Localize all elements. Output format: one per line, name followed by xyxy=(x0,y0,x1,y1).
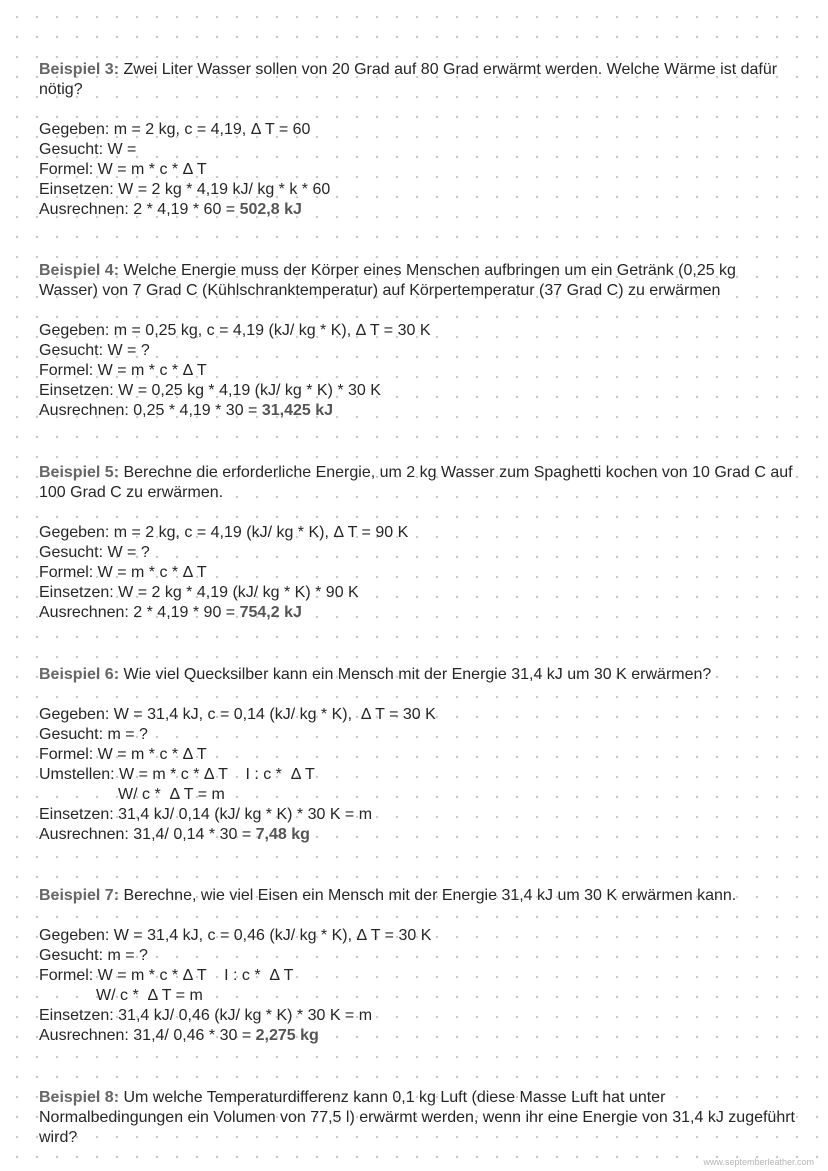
question-text: Zwei Liter Wasser sollen von 20 Grad auf 80 Grad erwärmt werden. Welche Wärme ist dafür nötig? xyxy=(39,61,778,98)
example-question xyxy=(39,60,799,100)
example-5 xyxy=(39,463,799,623)
substitute-line: Einsetzen: 31,4 kJ/ 0,46 (kJ/ kg * K) * 30 K = m xyxy=(39,1007,373,1024)
calculate-text: Ausrechnen: 0,25 * 4,19 * 30 = xyxy=(39,402,262,419)
formula-line: Formel: W = m * c * Δ T xyxy=(39,564,207,581)
example-6 xyxy=(39,665,711,845)
example-question xyxy=(39,665,711,685)
formula-line: Formel: W = m * c * Δ T xyxy=(39,161,207,178)
example-question xyxy=(39,463,799,503)
example-4 xyxy=(39,261,799,421)
result-value: 2,275 kg xyxy=(255,1027,319,1044)
question-text: Berechne, wie viel Eisen ein Mensch mit der Energie 31,4 kJ um 30 K erwärmen kann. xyxy=(119,887,737,904)
question-text: Um welche Temperaturdifferenz kann 0,1 kg Luft (diese Masse Luft hat unter Normalbedingungen ein Volumen von 77,5 l) erwärmt werden, wenn ihr eine Energie von 31,4 kJ zugeführt wird? xyxy=(39,1089,795,1146)
calculate-text: Ausrechnen: 31,4/ 0,14 * 30 = xyxy=(39,826,256,843)
rearrange-result-line: W/ c * Δ T = m xyxy=(96,987,203,1004)
given-line: Gegeben: m = 2 kg, c = 4,19 (kJ/ kg * K), Δ T = 90 K xyxy=(39,524,409,541)
substitute-line: Einsetzen: W = 0,25 kg * 4,19 (kJ/ kg * K) * 30 K xyxy=(39,382,381,399)
example-label: Beispiel 7: xyxy=(39,887,120,904)
example-label: Beispiel 8: xyxy=(39,1089,120,1106)
example-label: Beispiel 4: xyxy=(39,262,120,279)
question-text: Welche Energie muss der Körper eines Menschen aufbringen um ein Getränk (0,25 kg Wasser) von 7 Grad C (Kühlschranktemperatur) auf Körpertemperatur (37 Grad C) zu erwärmen xyxy=(39,262,736,299)
given-line: Gegeben: m = 0,25 kg, c = 4,19 (kJ/ kg * K), Δ T = 30 K xyxy=(39,322,431,339)
substitute-line: Einsetzen: W = 2 kg * 4,19 (kJ/ kg * K) * 90 K xyxy=(39,584,359,601)
result-value: 7,48 kg xyxy=(255,826,310,843)
example-question xyxy=(39,1088,799,1148)
example-8 xyxy=(39,1088,799,1148)
result-value: 754,2 kJ xyxy=(239,604,302,621)
example-question xyxy=(39,886,736,906)
result-value: 31,425 kJ xyxy=(261,402,334,419)
sought-line: Gesucht: W = ? xyxy=(39,544,150,561)
question-text: Berechne die erforderliche Energie, um 2 kg Wasser zum Spaghetti kochen von 10 Grad C auf 100 Grad C zu erwärmen. xyxy=(39,464,793,501)
sought-line: Gesucht: m = ? xyxy=(39,947,148,964)
formula-line: Formel: W = m * c * Δ T xyxy=(39,362,207,379)
watermark-url: www.septemberleather.com xyxy=(703,1157,814,1167)
given-line: Gegeben: m = 2 kg, c = 4,19, Δ T = 60 xyxy=(39,121,311,138)
example-label: Beispiel 3: xyxy=(39,61,120,78)
given-line: Gegeben: W = 31,4 kJ, c = 0,14 (kJ/ kg * K), Δ T = 30 K xyxy=(39,706,436,723)
example-label: Beispiel 6: xyxy=(39,666,120,683)
formula-line: Formel: W = m * c * Δ T xyxy=(39,746,207,763)
rearrange-result-line: W/ c * Δ T = m xyxy=(118,786,225,803)
example-question xyxy=(39,261,799,301)
calculate-line xyxy=(39,603,799,623)
calculate-line xyxy=(39,1026,736,1046)
given-line: Gegeben: W = 31,4 kJ, c = 0,46 (kJ/ kg * K), Δ T = 30 K xyxy=(39,927,432,944)
example-3 xyxy=(39,60,799,220)
formula-line: Formel: W = m * c * Δ T I : c * Δ T xyxy=(39,967,294,984)
calculate-text: Ausrechnen: 31,4/ 0,46 * 30 = xyxy=(39,1027,256,1044)
question-text: Wie viel Quecksilber kann ein Mensch mit der Energie 31,4 kJ um 30 K erwärmen? xyxy=(119,666,712,683)
sought-line: Gesucht: W = xyxy=(39,141,137,158)
calculate-line xyxy=(39,401,799,421)
example-7 xyxy=(39,886,736,1046)
result-value: 502,8 kJ xyxy=(239,201,302,218)
calculate-text: Ausrechnen: 2 * 4,19 * 60 = xyxy=(39,201,240,218)
substitute-line: Einsetzen: 31,4 kJ/ 0,14 (kJ/ kg * K) * 30 K = m xyxy=(39,806,373,823)
rearrange-line: Umstellen: W = m * c * Δ T I : c * Δ T xyxy=(39,766,315,783)
example-label: Beispiel 5: xyxy=(39,464,120,481)
sought-line: Gesucht: m = ? xyxy=(39,726,148,743)
calculate-line xyxy=(39,825,711,845)
substitute-line: Einsetzen: W = 2 kg * 4,19 kJ/ kg * k * 60 xyxy=(39,181,331,198)
calculate-line xyxy=(39,200,799,220)
calculate-text: Ausrechnen: 2 * 4,19 * 90 = xyxy=(39,604,240,621)
sought-line: Gesucht: W = ? xyxy=(39,342,150,359)
